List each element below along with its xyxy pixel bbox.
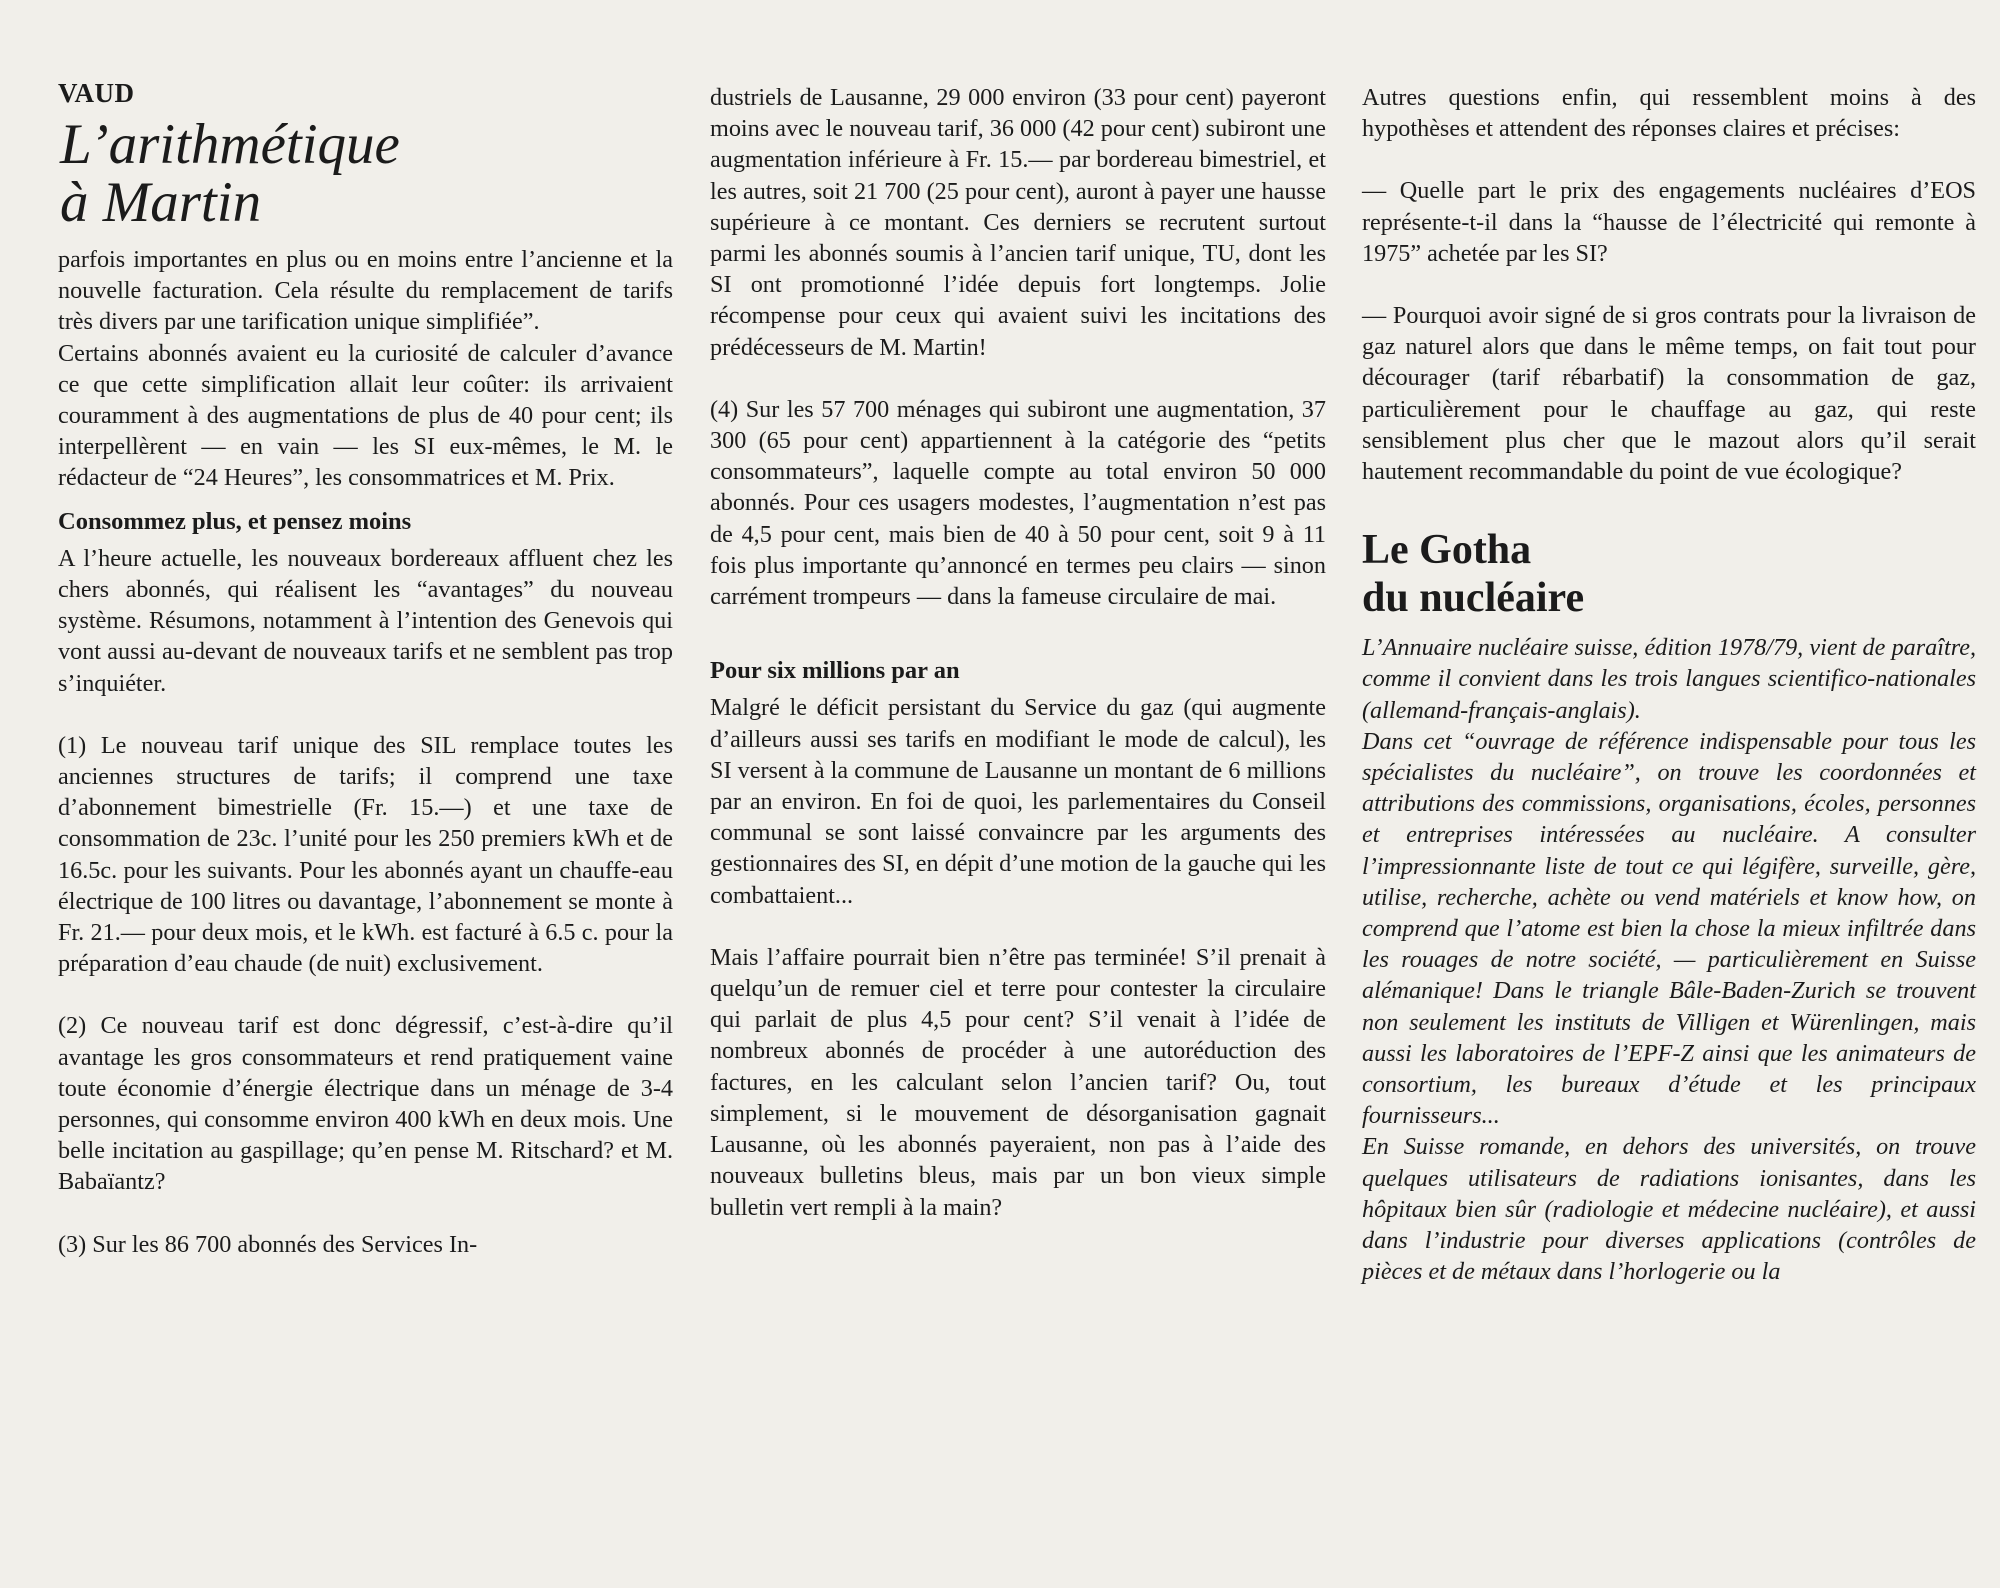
paragraph: Mais l’affaire pourrait bien n’être pas terminée! S’il prenait à quelqu’un de remuer ciel et terre pour contester la circulaire qui parlait de plus 4,5 pour cent? S’il venait à l’idée de nombreux abonnés de procéder à une autoréduction des factures, en les calculant selon l’ancien tarif? Ou, tout simplement, si le mouvement de désorganisation gagnait Lausanne, où les abonnés payeraient, non pas à l’aide des nouveaux bulletins bleus, mais par un bon vieux simple bulletin vert rempli à la main? (710, 943, 1326, 1221)
subheading: Consommez plus, et pensez moins (58, 507, 412, 535)
paragraph: Malgré le déficit persistant du Service du gaz (qui augmente d’ailleurs aussi ses tarifs en modifiant le mode de calcul), les SI versent à la commune de Lausanne un montant de 6 millions par an environ. En foi de quoi, les parlementaires du Conseil communal se sont laissé convaincre par les arguments des gestionnaires des SI, en dépit d’une motion de la gauche qui les combattaient... (710, 694, 1326, 909)
paragraph: (2) Ce nouveau tarif est donc dégressif, c’est-à-dire qu’il avantage les gros consommateurs et rend pratiquement vaine toute économie d’énergie électrique dans un ménage de 3-4 personnes, qui consomme environ 400 kWh en deux mois. Une belle incitation au gaspillage; qu’en pense M. Ritschard? et M. Babaïantz? (58, 1012, 673, 1196)
paragraph: (3) Sur les 86 700 abonnés des Services In- (58, 1230, 478, 1258)
second-article-title-line-2: du nucléaire (1362, 575, 1585, 622)
column-1 (58, 78, 673, 1260)
second-article-title (1362, 526, 1976, 622)
paragraph-gap (58, 979, 673, 1010)
paragraph-gap (710, 911, 1326, 942)
paragraph: dustriels de Lausanne, 29 000 environ (33 pour cent) payeront moins avec le nouveau tarif, 36 000 (42 pour cent) subiront une augmentation inférieure à Fr. 15.— par bordereau bimestriel, et les autres, soit 21 700 (25 pour cent), auront à payer une hausse supérieure à ce montant. Ces derniers se recrutent surtout parmi les abonnés soumis à l’ancien tarif unique, TU, dont les SI ont promotionné l’idée depuis fort longtemps. Jolie récompense pour ceux qui avaient suivi les incitations des prédécesseurs de M. Martin! (710, 84, 1326, 361)
column-2 (710, 82, 1326, 1223)
paragraph-gap (1362, 269, 1976, 300)
paragraph: Dans cet “ouvrage de référence indispensable pour tous les spécialistes du nucléaire”, on trouve les coordonnées et attributions des commissions, organisations, écoles, personnes et entreprises intéressées au nucléaire. A consulter l’impressionnante liste de tout ce qui légifère, surveille, gère, utilise, recherche, achète ou vend matériels et know how, on comprend que l’atome est bien la chose la mieux infiltrée dans les rouages de notre société, — particulièrement en Suisse alémanique! Dans le triangle Bâle-Baden-Zurich se trouvent non seulement les instituts de Villigen et Würenlingen, mais aussi les laboratoires de l’EPF-Z ainsi que les animateurs de consortium, les bureaux d’étude et les principaux fournisseurs... (1362, 727, 1976, 1130)
paragraph: L’Annuaire nucléaire suisse, édition 1978/79, vient de paraître, comme il convient dans les trois langues scientifico-nationales (allemand-français-anglais). (1362, 634, 1976, 724)
paragraph: — Quelle part le prix des engagements nucléaires d’EOS représente-t-il dans la “hausse de l’électricité qui remonte à 1975” achetée par les SI? (1362, 177, 1976, 267)
second-article-title-line-1: Le Gotha (1362, 527, 1532, 574)
paragraph: — Pourquoi avoir signé de si gros contrats pour la livraison de gaz naturel alors que dans le même temps, on fait tout pour décourager (tarif rébarbatif) la consommation de gaz, particulièrement pour le chauffage au gaz, qui reste sensiblement plus cher que le mazout alors qu’il serait hautement recommandable du point de vue écologique? (1362, 302, 1976, 486)
paragraph: parfois importantes en plus ou en moins entre l’ancienne et la nouvelle facturation. Cela résulte du remplacement de tarifs très divers par une tarification unique simplifiée”. (58, 246, 673, 336)
article-title-line-2: à Martin (60, 171, 262, 234)
paragraph: (1) Le nouveau tarif unique des SIL remplace toutes les anciennes structures de tarifs; il comprend une taxe d’abonnement bimestrielle (Fr. 15.—) et une taxe de consommation de 23c. l’unité pour les 250 premiers kWh et de 16.5c. pour les suivants. Pour les abonnés ayant un chauffe-eau électrique de 100 litres ou davantage, l’abonnement se monte à Fr. 21.— pour deux mois, et le kWh. est facturé à 6.5 c. pour la préparation d’eau chaude (de nuit) exclusivement. (58, 731, 673, 978)
subheading: Pour six millions par an (710, 657, 960, 685)
article-title (60, 113, 673, 234)
paragraph-gap (58, 699, 673, 730)
paragraph-gap (1362, 487, 1976, 518)
section-kicker: VAUD (58, 78, 135, 108)
column-3 (1362, 82, 1976, 1288)
paragraph: (4) Sur les 57 700 ménages qui subiront une augmentation, 37 300 (65 pour cent) appartiennent à la catégorie des “petits consommateurs”, laquelle compte au total environ 50 000 abonnés. Pour ces usagers modestes, l’augmentation n’est pas de 4,5 pour cent, mais bien de 40 à 50 pour cent, soit 9 à 11 fois plus importante qu’annoncé en termes peu clairs — sinon carrément trompeurs — dans la fameuse circulaire de mai. (710, 395, 1326, 611)
paragraph-gap (58, 1198, 673, 1229)
paragraph-gap (1362, 144, 1976, 175)
paragraph: Certains abonnés avaient eu la curiosité de calculer d’avance ce que cette simplification allait leur coûter: ils arrivaient couramment à des augmentations de plus de 40 pour cent; ils interpellèrent — en vain — les SI eux-mêmes, le M. le rédacteur de “24 Heures”, les consommatrices et M. Prix. (58, 339, 673, 492)
article-title-line-1: L’arithmétique (60, 113, 400, 176)
paragraph-gap (710, 612, 1326, 643)
paragraph: En Suisse romande, en dehors des universités, on trouve quelques utilisateurs de radiations ionisantes, dans les hôpitaux bien sûr (radiologie et médecine nucléaire), et aussi dans l’industrie pour diverses applications (contrôles de pièces et de métaux dans l’horlogerie ou la (1362, 1133, 1976, 1286)
paragraph-gap (710, 363, 1326, 394)
paragraph: A l’heure actuelle, les nouveaux bordereaux affluent chez les chers abonnés, qui réalisent les “avantages” du nouveau système. Résumons, notamment à l’intention des Genevois qui vont aussi au-devant de nouveaux tarifs et ne semblent pas trop s’inquiéter. (58, 544, 673, 697)
paragraph: Autres questions enfin, qui ressemblent moins à des hypothèses et attendent des réponses claires et précises: (1362, 84, 1976, 143)
